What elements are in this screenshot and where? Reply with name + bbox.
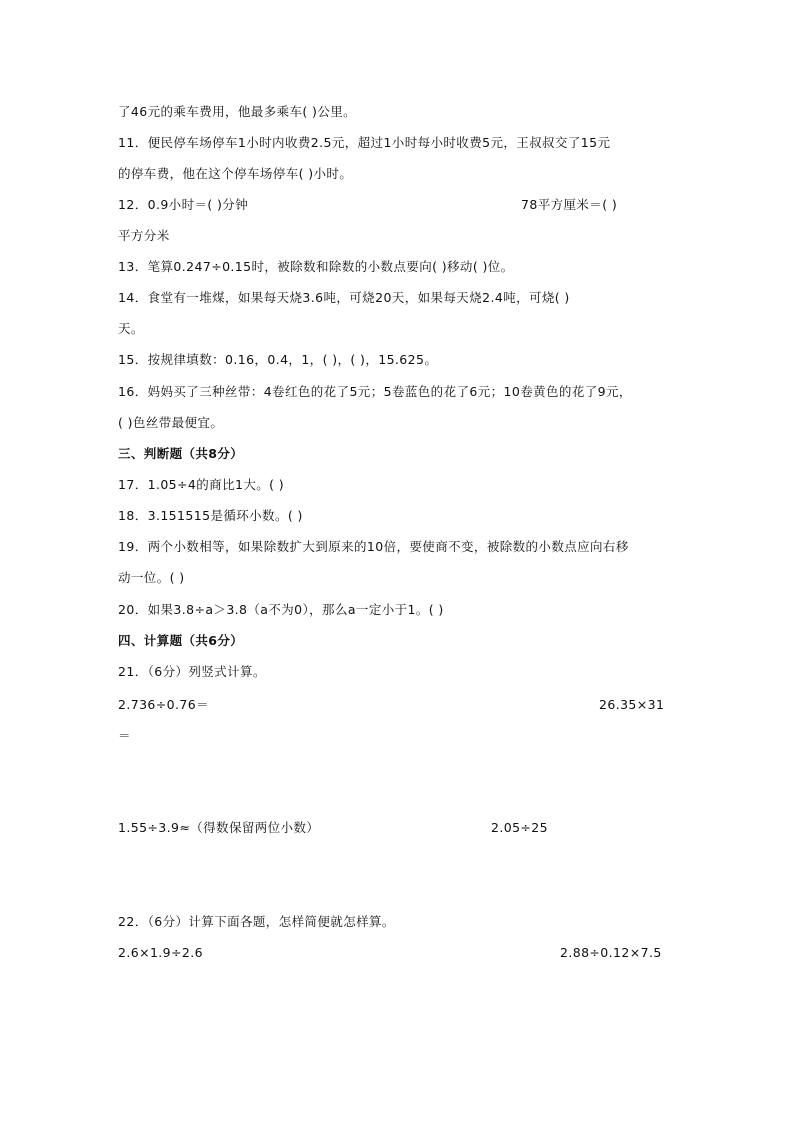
calculation-3: 1.55÷3.9≈（得数保留两位小数）: [118, 820, 320, 835]
calculation-1: 2.736÷0.76＝: [118, 697, 209, 712]
calculation-4: 2.05÷25: [491, 820, 549, 835]
question-19-line-1: 19．两个小数相等，如果除数扩大到原来的10倍，要使商不变，被除数的小数点应向右移: [118, 539, 629, 554]
question-19-line-2: 动一位。( ): [118, 570, 185, 585]
question-21: 21．（6分）列竖式计算。: [118, 664, 266, 679]
question-20: 20．如果3.8÷a＞3.8（a不为0），那么a一定小于1。( ): [118, 602, 444, 617]
question-15: 15．按规律填数：0.16，0.4，1，( )，( )，15.625。: [118, 352, 438, 367]
question-16-line-1: 16．妈妈买了三种丝带：4卷红色的花了5元；5卷蓝色的花了6元；10卷黄色的花了9元，: [118, 384, 632, 399]
calculation-2-equals: ＝: [118, 728, 131, 743]
question-12-part-2: 78平方厘米＝( ): [521, 197, 618, 212]
question-13: 13．笔算0.247÷0.15时，被除数和除数的小数点要向( )移动( )位。: [118, 259, 514, 274]
question-11-line-2: 的停车费，他在这个停车场停车( )小时。: [118, 166, 353, 181]
question-12-part-1: 12．0.9小时＝( )分钟: [118, 197, 249, 212]
question-11-line-1: 11．便民停车场停车1小时内收费2.5元，超过1小时每小时收费5元，王叔叔交了15元: [118, 135, 611, 150]
question-10-continued: 了46元的乘车费用，他最多乘车( )公里。: [118, 104, 357, 119]
calculation-2: 26.35×31: [599, 697, 665, 712]
section-4-heading: 四、计算题（共6分）: [118, 633, 244, 648]
question-12-unit: 平方分米: [118, 228, 170, 243]
question-17: 17．1.05÷4的商比1大。( ): [118, 477, 285, 492]
question-14-line-2: 天。: [118, 321, 144, 336]
section-3-heading: 三、判断题（共8分）: [118, 446, 244, 461]
question-16-line-2: ( )色丝带最便宜。: [118, 415, 224, 430]
calculation-6: 2.88÷0.12×7.5: [560, 945, 662, 960]
question-22: 22．（6分）计算下面各题，怎样简便就怎样算。: [118, 914, 395, 929]
question-18: 18．3.151515是循环小数。( ): [118, 508, 303, 523]
question-14-line-1: 14．食堂有一堆煤，如果每天烧3.6吨，可烧20天，如果每天烧2.4吨，可烧( ): [118, 290, 570, 305]
calculation-5: 2.6×1.9÷2.6: [118, 945, 203, 960]
